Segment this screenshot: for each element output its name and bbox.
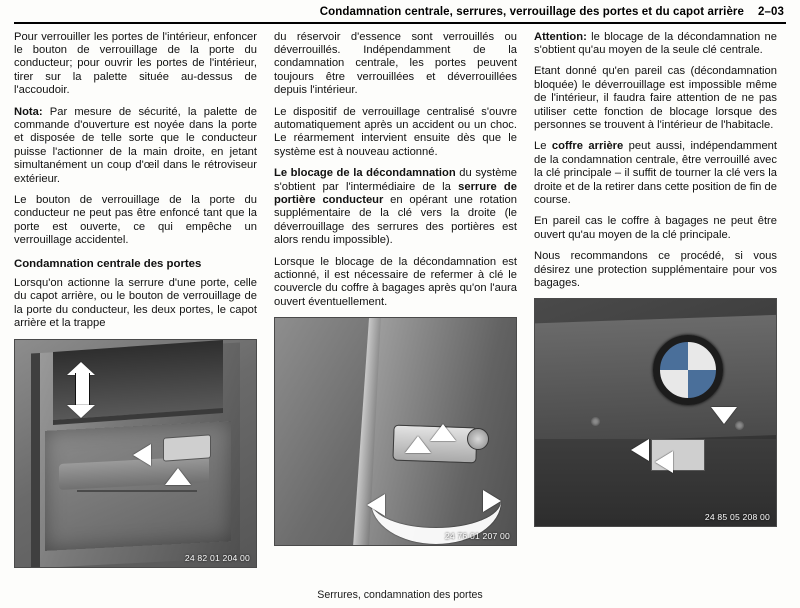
arrow-left-icon [631, 439, 649, 461]
paragraph: Nous recommandons ce procédé, si vous désirez une protection supplémentaire pour vos bagages. [534, 250, 777, 289]
photo-trunk-lid [534, 298, 777, 527]
header-page-number: 2–03 [758, 6, 784, 18]
arrow-down-icon [711, 407, 737, 424]
paragraph: Nota: Par mesure de sécurité, la palette de commande d'ouverture est noyée dans la porte et disposée de telle sorte que le conducteur puisse l'actionner de la main droite, en jetant simultanément un coup d'œil dans le rétroviseur extérieur. [14, 105, 257, 185]
page-footer-caption: Serrures, condamnation des portes [317, 589, 483, 601]
bmw-roundel-icon [653, 335, 723, 405]
photo-code: 24 85 05 208 00 [704, 512, 770, 523]
panel-trim-line [77, 490, 197, 492]
double-arrow-icon [67, 362, 96, 418]
paragraph: Lorsque le blocage de la décondamnation est actionné, il est nécessaire de refermer à clé le couvercle du coffre à bagages après qu'on l'aura ouvert éventuellement. [274, 255, 517, 308]
arrow-left-icon [655, 451, 673, 473]
paragraph-bold: Le blocage de la décondamnation du système s'obtient par l'intermédiaire de la serrure de portière conducteur en opérant une rotation supplémentaire de la clé vers la droite (le déverrouillage des serrures des portières est alors rendu impossible). [274, 167, 517, 247]
paragraph-attention: Attention: le blocage de la décondamnation ne s'obtient qu'au moyen de la seule clé centrale. [534, 30, 777, 56]
text-columns [14, 31, 786, 568]
column-2 [274, 31, 517, 568]
page-header [14, 6, 786, 21]
paragraph: Pour verrouiller les portes de l'intérieur, enfoncer le bouton de verrouillage de la porte du conducteur; pour ouvrir les portes de l'intérieur, tirer sur la palette située au-dessus de l'accoudoir. [14, 30, 257, 97]
arrow-left-icon [367, 494, 385, 516]
photo-code: 24 82 01 204 00 [184, 552, 250, 563]
paragraph: Le coffre arrière peut aussi, indépendamment de la condamnation centrale, être verrouillé avec la clé principale – il suffit de tourner la clé vers la droite et de la retirer dans cette position de fin de course. [534, 140, 778, 206]
arrow-up-icon [165, 468, 191, 485]
header-title: Condamnation centrale, serrures, verrouillage des portes et du capot arrière [319, 6, 745, 18]
arrow-left-icon [133, 444, 151, 466]
arrow-up-icon [430, 424, 456, 441]
photo-door-exterior-handle [274, 317, 517, 546]
paragraph: du réservoir d'essence sont verrouillés ou déverrouillés. Indépendamment de la condamnation centrale, les portes peuvent toujours être verrouillées et déverrouillées depuis l'intérieur. [274, 30, 517, 97]
column-1 [14, 31, 257, 568]
paragraph: Lorsqu'on actionne la serrure d'une porte, celle du capot arrière, ou le bouton de verrouillage de la porte du conducteur, les deux portes, le capot arrière et la trappe [14, 277, 257, 330]
photo-door-interior [14, 339, 257, 568]
section-subheading: Condamnation centrale des portes [14, 257, 202, 270]
arrow-right-icon [483, 490, 501, 512]
column-3 [534, 31, 777, 568]
paragraph: Le dispositif de verrouillage centralisé s'ouvre automatiquement après un accident ou un choc. Le réarmement intervient ensuite dès que le système est à nouveau actionné. [274, 105, 517, 158]
interior-handle-shape [163, 434, 211, 461]
paragraph: Le bouton de verrouillage de la porte du conducteur ne peut pas être enfoncé tant que la porte est ouverte, ce qui empêche un verrouillage accidentel. [14, 193, 257, 247]
paragraph: Etant donné qu'en pareil cas (décondamnation bloquée) le déverrouillage est impossible même de l'intérieur, il faudra faire attention de ne pas utiliser cette fonction de blocage lorsque des personnes se trouvent à l'intérieur de l'habitacle. [534, 65, 777, 131]
photo-code: 24 76 01 207 00 [444, 531, 510, 542]
arrow-up-icon [405, 436, 431, 453]
paragraph: En pareil cas le coffre à bagages ne peut être ouvert qu'au moyen de la clé principale. [534, 215, 777, 241]
header-rule [14, 22, 786, 24]
